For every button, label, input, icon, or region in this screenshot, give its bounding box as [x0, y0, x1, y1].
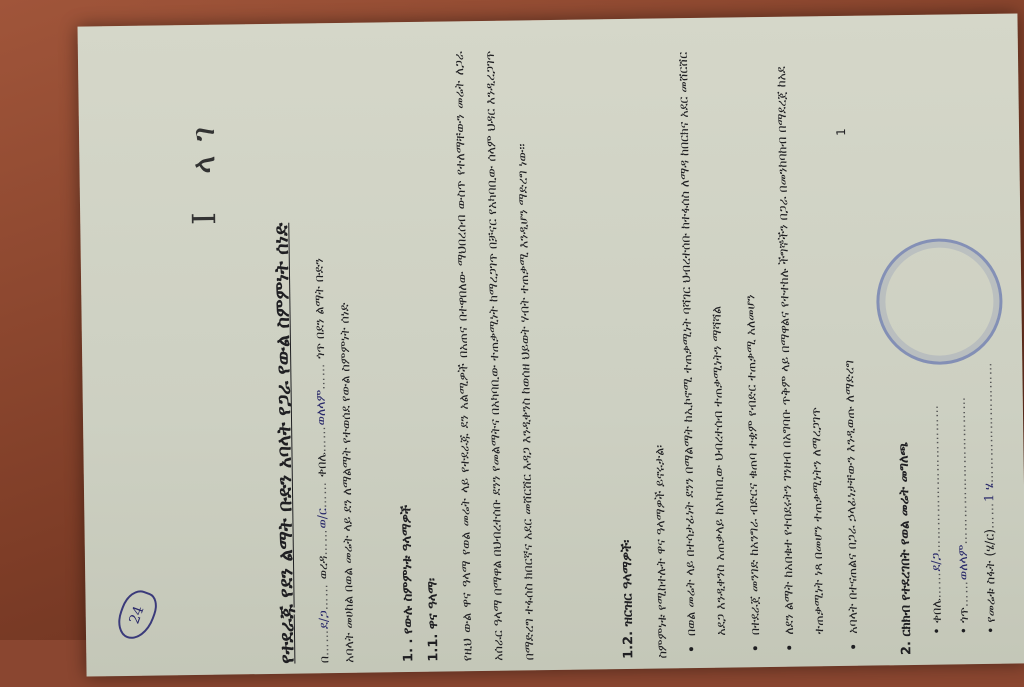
area-field-value: 1 ሄ — [980, 483, 997, 502]
list-item: • አባላት በተናጠልና በጋራ ኃላፊነታቸውን እንዲወጡ ለማድረግ — [830, 24, 869, 634]
got-field-value: ወለላም — [954, 544, 971, 581]
area-field: • የመሬቱ ስፋት (ሄ/ር)……1 ሄ……………………… — [979, 361, 999, 635]
objectives-list — [668, 24, 873, 659]
kebele-label: ቀበሌ — [313, 452, 329, 478]
area-field-label: የመሬቱ ስፋት (ሄ/ር) — [981, 528, 998, 623]
document-title: የተደራጁ የደን ልማት ቡድን አባላት የጋራ የውል ስምምነት ሰነድ — [270, 222, 299, 664]
handwritten-corner-mark: 24 — [112, 586, 161, 645]
page-number: 1 — [834, 128, 849, 137]
section-1-2-intro: ስምምነቱ የሚከተሉት ዋና ዓላማዎች ይኖሩታል፡ — [651, 444, 670, 659]
list-item: • ለደን ልማት ከአበቁተ የተበደሩትን ገንዘብ በአግባቡ ጥቅም ላይ በማዋልና የተተከሉ ችግኞችን በጋራ በመንከባከብ በማደረጀ ከአደ ተጠቃሚነት ነጻ በመሆን ተጠቃሚነትን ለማረጋገጥ — [766, 24, 835, 635]
section-1-heading: 1. . የውሉ ስምምነቱ ዓላማዎች — [399, 504, 417, 663]
handwritten-woreda: ደ/ጋ — [315, 610, 331, 630]
handwritten-got: ወለላም — [312, 389, 329, 426]
section-1-2-heading: 1.2. ዝርዝር ዓላማዎች፡ — [619, 539, 637, 660]
got-field: • ጎጥ……ወለላም…………………………… — [952, 395, 972, 635]
document-content — [93, 34, 1012, 687]
section-1-1-heading: 1.1. ዋና ዓላማ፡ — [425, 577, 442, 662]
line1-prefix: በ — [316, 655, 332, 664]
list-item: • በተደራጀ መንገድ ከአንግራ ብድርና ቁጠባ ተቋም የብድር ተጠቃሚ አለመሆን — [732, 25, 771, 635]
section-2-heading: 2. ርክክብ የተደረገበት የወል መሬት መግለጫ — [896, 441, 915, 656]
kebele-field-value: ደ/ጋ — [927, 552, 944, 572]
kebele-field: • ቀበሌ……ደ/ጋ…………………………… — [925, 404, 945, 635]
document-paper — [78, 13, 1024, 676]
handwritten-kebele: ወ/ር — [314, 508, 330, 529]
line1-suffix: ጎጥ በደን ልማት ቡድን — [310, 257, 328, 359]
woreda-label: ወረዳ — [314, 555, 331, 580]
section-1-1-paragraph: የዚህ ውል ዋና ዓላማ የወል መሬት ላይ የተደራጁ ደን አልሚዎች በአጠና በተዋበለው ማህበረሰብ ውስጥ የተለማቸውን መሬት ለጋራ አሰራር ዓላማ በማዋል በህብረተሰቡ ደንን የመልማትና በአካባቢው ተጠቃሚነት ከማረጋገጥ በቻናር የአካባቢው ሰላም ህዳር እንዲረጋገጥ በማድረግ ተፋሰስ ክበርኛና አደር መሸርሸር እዳጋ እንዲቀንስ ከወሰዘ ህይወት ሃብት ተጠቃሚ እንዲሆን ማድረግ ነው፡፡ — [450, 50, 537, 662]
location-line: በ……ደ/ጋ…… ወረዳ……ወ/ር…… ቀበሌ……ወለላም…… ጎጥ በደን ልማት ቡድን — [310, 257, 332, 664]
kebele-field-label: ቀበሌ — [928, 598, 944, 624]
intro-line: አባላት መሀከል በወል መሬት ላይ ደን ለማልማት የተወሰደ የውል ስምምነት ሰነድ — [336, 302, 357, 663]
handwritten-header: I ላገ — [183, 112, 224, 226]
got-field-label: ጎጥ — [955, 607, 971, 624]
list-item: • በወል መሬት ላይ በተሳታፊነት ደንን በማልማት ከኢኮኖሚ ተጠቃሚነት ባሻገር ህብረተሰቡ ከተፋሰስ ለማዳ ከበርክና አደር መሸርሸር አደጋ እንዲቀንስ አጠቃላይ ከአካባቢው ህብረተሰብ ተጠቃሚነትን ማሻሻል — [668, 26, 737, 637]
